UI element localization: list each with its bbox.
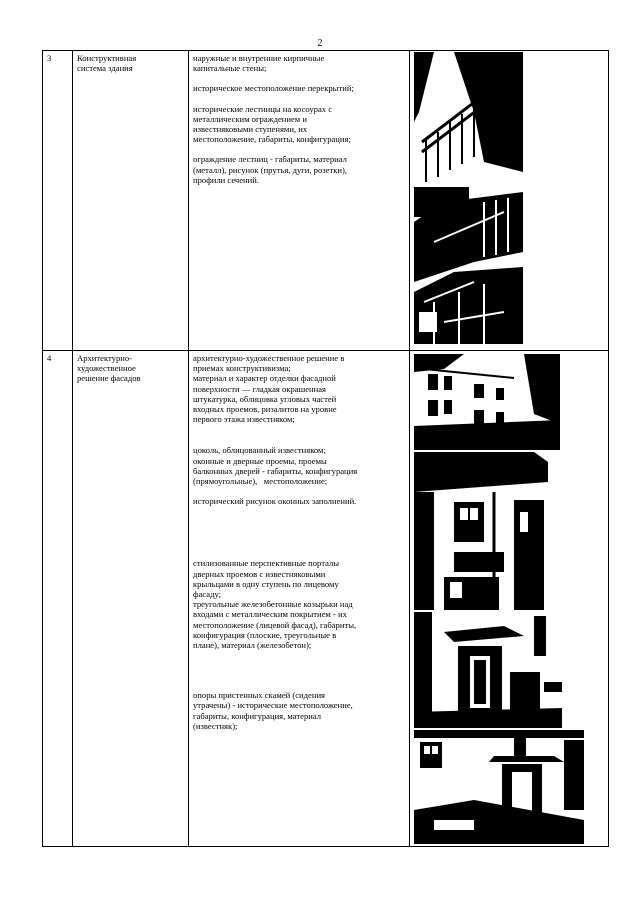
row-number: 4 bbox=[43, 351, 73, 847]
staircase-photo bbox=[414, 52, 523, 344]
list-item: наружные и внутренние кирпичные капитальные стены; bbox=[193, 53, 325, 74]
row-number: 3 bbox=[43, 51, 73, 351]
list-item: стилизованные перспективные порталы дверных проемов с известняковыми крыльцами в одну ступень по лицевому фасаду; треугольные железобетонные козырьки над входами с металлическим покрытием - их местоположение (лицевой фасад), габариты, конфигурация (плоские, треугольные в плане), материал (железобетон); bbox=[193, 558, 357, 651]
list-item: историческое местоположение перекрытий; bbox=[193, 83, 354, 94]
list-item: исторический рисунок оконных заполнений. bbox=[193, 496, 357, 507]
entrance-portal-photo bbox=[414, 612, 562, 728]
facade-windows-photo bbox=[414, 452, 548, 610]
entrance-canopy-photo bbox=[414, 730, 584, 844]
list-item: ограждение лестниц - габариты, материал (металл), рисунок (прутья, дуги, розетки), профили сечений. bbox=[193, 154, 348, 185]
row-description bbox=[189, 351, 410, 847]
table-row bbox=[43, 51, 609, 351]
list-item: цоколь, облицованный известняком; оконные и дверные проемы, проемы балконных дверей - габариты, конфигурация (прямоугольные), местоположение; bbox=[193, 445, 358, 487]
facade-corner-photo bbox=[414, 354, 560, 450]
list-item: архитектурно-художественное решение в приемах конструктивизма; материал и характер отделки фасадной поверхности — гладкая окрашенная штукатурка, облицовка угловых частей входных проемов, ризалитов на уровне первого этажа известняком; bbox=[193, 353, 345, 425]
row-title: Архитектурно- художественное решение фасадов bbox=[73, 351, 189, 847]
page-number: 2 bbox=[317, 38, 323, 49]
row-title: Конструктивная система здания bbox=[73, 51, 189, 351]
row-description bbox=[189, 51, 410, 351]
list-item: исторические лестницы на косоурах с металлическим ограждением и известняковыми ступенями, их местоположение, габариты, конфигурация; bbox=[193, 103, 351, 145]
list-item: опоры пристенных скамей (сидения утрачены) - исторические местоположение, габариты, конфигурация, материал (известняк); bbox=[193, 690, 353, 731]
